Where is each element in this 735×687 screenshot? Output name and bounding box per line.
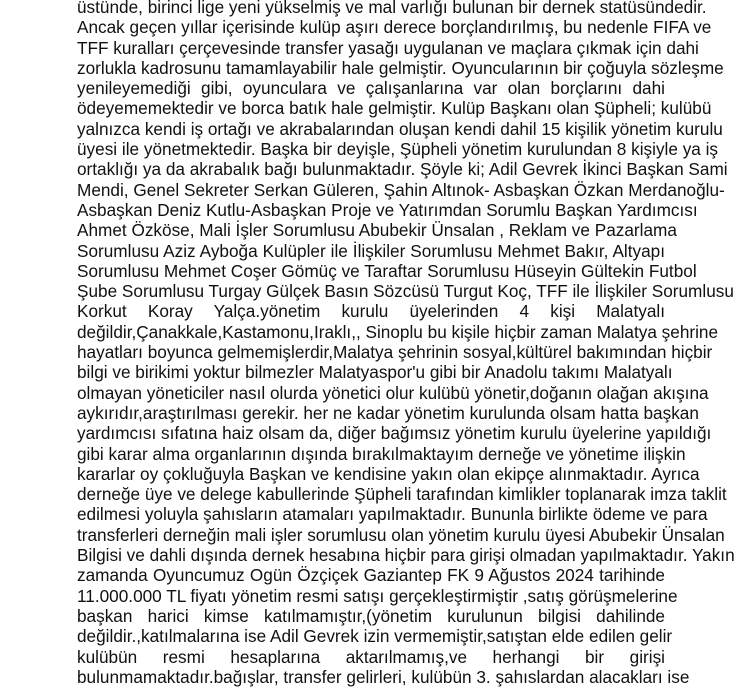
text-line: Mendi, Genel Sekreter Serkan Güleren, Şahin Altınok- Asbaşkan Özkan Merdanoğlu- bbox=[77, 179, 725, 200]
text-line: Şube Sorumlusu Turgay Gülçek Basın Sözcüsü Turgut Koç, TFF ile İlişkiler Sorumlusu bbox=[77, 281, 734, 302]
text-line: değildir.,katılmalarına ise Adil Gevrek izin vermemiştir,satıştan elde edilen gelir bbox=[77, 626, 673, 647]
text-line: bilgi ve birikimi yoktur bilmezler Malatyaspor'u gibi bir Anadolu takımı Malatyalı bbox=[77, 362, 673, 383]
text-line: ödeyememektedir ve borca batık hale gelmiştir. Kulüp Başkanı olan Şüpheli; kulübü bbox=[77, 98, 712, 119]
text-line: değildir,Çanakkale,Kastamonu,Iraklı,, Sinoplu bu kişile hiçbir zaman Malatya şehrine bbox=[77, 321, 719, 342]
text-line: edilmesi yoluyla şahısların atamaları yapılmaktadır. Bununla birlikte ödeme ve para bbox=[77, 504, 708, 525]
text-line: bulunmamaktadır.bağışlar, transfer gelirleri, kulübün 3. şahıslardan alacakları ise bbox=[77, 666, 690, 687]
text-line: aykırıdır,araştırılması gerekir. her ne kadar yönetim kurulunda olsam hatta başkan bbox=[77, 402, 699, 423]
text-line: Asbaşkan Deniz Kutlu-Asbaşkan Proje ve Yatırımdan Sorumlu Başkan Yardımcısı bbox=[77, 199, 698, 220]
text-line: üyesi ile yönetmektedir. Başka bir deyişle, Şüpheli yönetim kurulundan 8 kişiyle ya iş bbox=[77, 139, 719, 160]
text-line: gibi karar alma organlarının dışında bırakılmaktayım derneğe ve yönetime ilişkin bbox=[77, 443, 686, 464]
text-line: üstünde, birinci lige yeni yükselmiş ve mal varlığı bulunan bir dernek statüsündedir. bbox=[77, 0, 707, 17]
document-body bbox=[77, 0, 735, 687]
text-line: kulübün resmi hesaplarına aktarılmamış,ve herhangi bir girişi bbox=[77, 646, 665, 667]
text-line: Korkut Koray Yalça.yönetim kurulu üyelerinden 4 kişi Malatyalı bbox=[77, 301, 665, 322]
text-line: Sorumlusu Aziz Ayboğa Kulüpler ile İlişkiler Sorumlusu Mehmet Bakır, Altyapı bbox=[77, 240, 665, 261]
text-line: yenileyemediği gibi, oyunculara ve çalışanlarına var olan borçlarını dahi bbox=[77, 78, 665, 99]
text-line: Sorumlusu Mehmet Coşer Gömüç ve Taraftar Sorumlusu Hüseyin Gültekin Futbol bbox=[77, 260, 697, 281]
text-line: derneğe üye ve delege kabullerinde Şüpheli tarafından kimlikler toplanarak imza taklit bbox=[77, 484, 727, 505]
text-line: hayatları boyunca gelmemişlerdir,Malatya şehrinin sosyal,kültürel bakımından hiçbir bbox=[77, 342, 713, 363]
text-line: zorlukla kadrosunu tamamlayabilir hale gelmiştir. Oyuncularının bir çoğuyla sözleşme bbox=[77, 57, 724, 78]
text-line: TFF kuralları çerçevesinde transfer yasağı uygulanan ve maçlara çıkmak için dahi bbox=[77, 37, 699, 58]
text-line: yalnızca kendi iş ortağı ve akrabalarından oluşan kendi dahil 15 kişilik yönetim kurulu bbox=[77, 118, 723, 139]
text-line: transferleri derneğin mali işler sorumlusu olan yönetim kurulu üyesi Abubekir Ünsalan bbox=[77, 524, 725, 545]
text-line: yardımcısı sıfatına haiz olsam da, diğer bağımsız yönetim kurulu üyelerine yapıldığı bbox=[77, 423, 712, 444]
text-line: Bilgisi ve dahli dışında dernek hesabına hiçbir para girişi olmadan yapılmaktadır. Yakın bbox=[77, 545, 735, 566]
text-line: başkan harici kimse katılmamıştır,(yönetim kurulunun bilgisi dahilinde bbox=[77, 605, 665, 626]
text-line: Ahmet Özköse, Mali İşler Sorumlusu Abubekir Ünsalan , Reklam ve Pazarlama bbox=[77, 220, 677, 241]
text-line: kararlar oy çokluğuyla Başkan ve kendisine yakın olan ekipçe alınmaktadır. Ayrıca bbox=[77, 463, 700, 484]
text-line: olmayan yöneticiler nasıl olurda yönetici olur kulübü yönetir,doğanın olağan akışına bbox=[77, 382, 709, 403]
text-line: zamanda Oyuncumuz Ogün Özçiçek Gaziantep FK 9 Ağustos 2024 tarihinde bbox=[77, 565, 665, 586]
text-line: Ancak geçen yıllar içerisinde kulüp aşırı derece borçlandırılmış, bu nedenle FIFA ve bbox=[77, 17, 712, 38]
text-line: ortaklığı ya da akrabalık bağı bulunmaktadır. Şöyle ki; Adil Gevrek İkinci Başkan Sami bbox=[77, 159, 728, 180]
text-line: 11.000.000 TL fiyatı yönetim resmi satışı gerçekleştirmiştir ,satış görüşmelerine bbox=[77, 585, 678, 606]
